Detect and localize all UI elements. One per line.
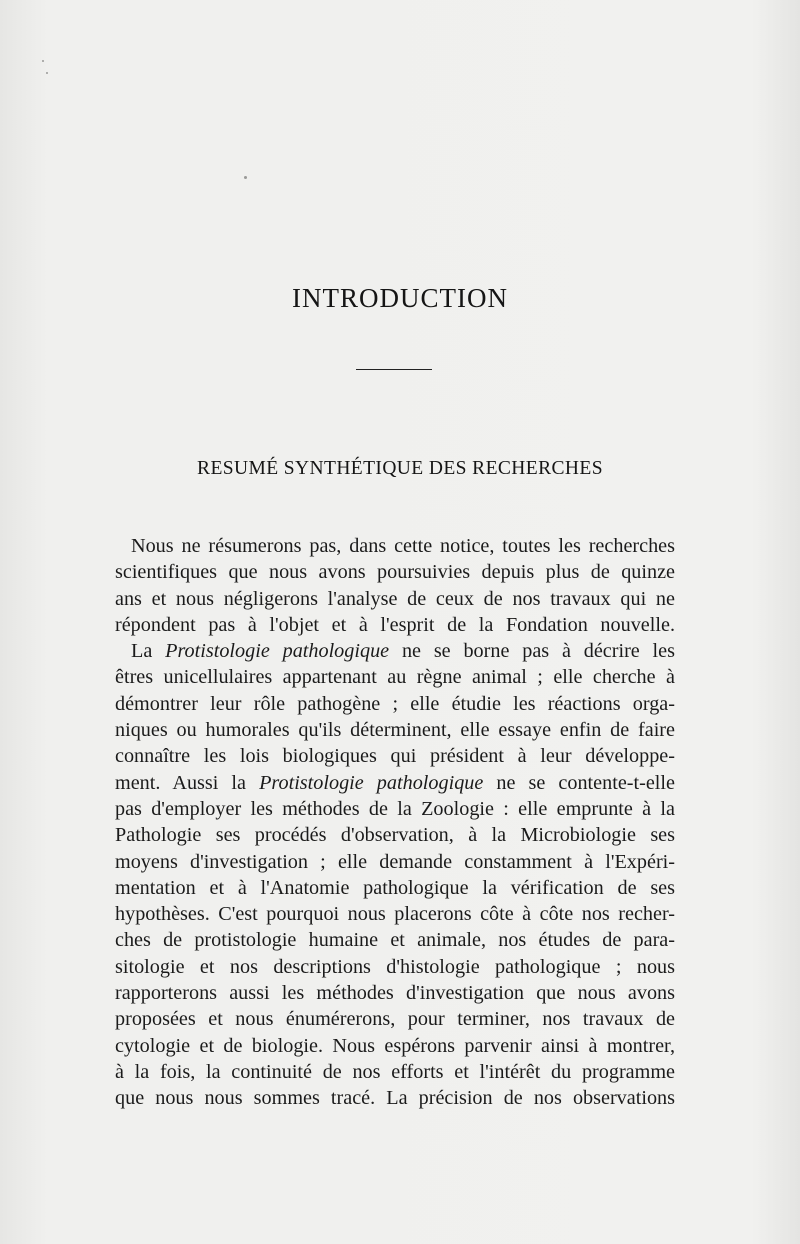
body-paragraphs [115,533,675,1112]
speck-mark [244,176,247,179]
text-line: êtres unicellulaires appartenant au règne animal ; elle cherche à [115,666,675,689]
text-run: ne se borne pas à décrire les [389,640,675,663]
text-line: moyens d'investigation ; elle demande constamment à l'Expéri- [115,850,675,873]
text-line: ches de protistologie humaine et animale, nos études de para- [115,929,675,952]
speck-mark [46,72,48,74]
text-line: rapporterons aussi les méthodes d'investigation que nous avons [115,982,675,1005]
text-run: ne se contente-t-elle [483,771,675,794]
text-line: que nous nous sommes tracé. La précision de nos observations [115,1087,675,1110]
text-line: pas d'employer les méthodes de la Zoologie : elle emprunte à la [115,797,675,820]
text-line: mentation et à l'Anatomie pathologique la vérification de ses [115,876,675,899]
section-subtitle: RESUMÉ SYNTHÉTIQUE DES RECHERCHES [197,458,603,479]
text-line: proposées et nous énumérerons, pour terminer, nos travaux de [115,1008,675,1031]
text-line: ans et nous négligerons l'analyse de ceux de nos travaux qui ne [115,587,675,610]
text-line: répondent pas à l'objet et à l'esprit de la Fondation nouvelle. [115,613,675,636]
speck-mark [42,60,44,62]
title-divider [356,369,432,370]
text-line: sitologie et nos descriptions d'histologie pathologique ; nous [115,955,675,978]
text-line: niques ou humorales qu'ils déterminent, elle essaye enfin de faire [115,719,675,742]
text-run: La [131,640,166,663]
text-line: démontrer leur rôle pathogène ; elle étudie les réactions orga- [115,692,675,715]
text-line: cytologie et de biologie. Nous espérons parvenir ainsi à montrer, [115,1034,675,1057]
text-run: ment. Aussi la [115,771,260,794]
page-title: INTRODUCTION [292,283,508,313]
text-line [115,638,675,664]
text-line: connaître les lois biologiques qui président à leur développe- [115,745,675,768]
text-line: hypothèses. C'est pourquoi nous placerons côte à côte nos recher- [115,903,675,926]
italic-term: Protistologie pathologique [165,640,390,663]
text-line: Nous ne résumerons pas, dans cette notice, toutes les recherches [131,535,675,557]
text-line: à la fois, la continuité de nos efforts et l'intérêt du programme [115,1060,675,1083]
text-line [115,770,675,796]
italic-term: Protistologie pathologique [259,771,484,794]
text-line: Pathologie ses procédés d'observation, à la Microbiologie ses [115,824,675,847]
text-line: scientifiques que nous avons poursuivies depuis plus de quinze [115,561,675,584]
